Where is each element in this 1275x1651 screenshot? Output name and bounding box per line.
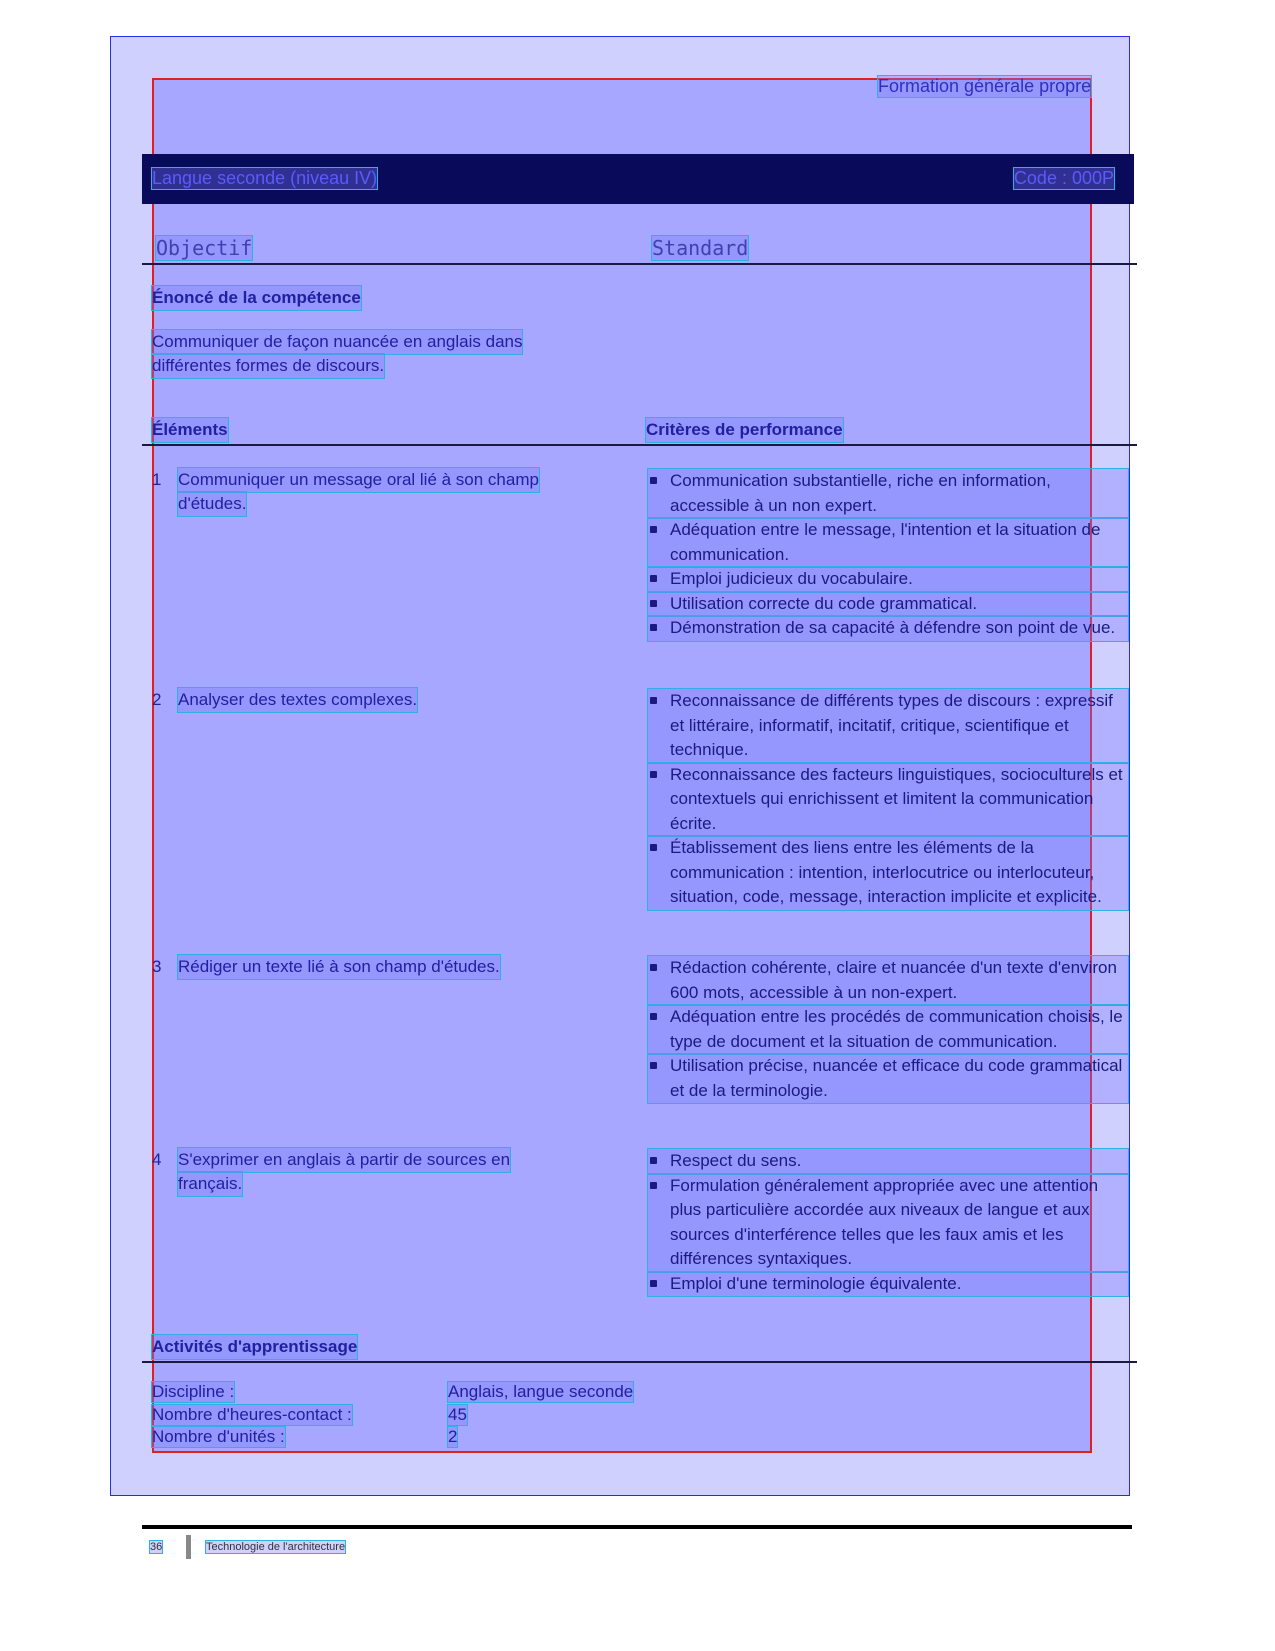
element-text-line1: Rédiger un texte lié à son champ d'études.: [178, 955, 500, 979]
criteria-list: [648, 956, 1128, 1103]
course-banner: [142, 154, 1134, 204]
element-text-line1: Communiquer un message oral lié à son champ: [178, 468, 539, 492]
hours-label: Nombre d'heures-contact :: [152, 1405, 352, 1424]
divider: [142, 444, 1137, 446]
discipline-label: Discipline :: [152, 1382, 235, 1401]
element-number: 4: [152, 1150, 162, 1169]
criterion-item: Emploi d'une terminologie équivalente.: [648, 1272, 1128, 1297]
criterion-item: Rédaction cohérente, claire et nuancée d'un texte d'environ 600 mots, accessible à un non-expert.: [648, 956, 1128, 1005]
criterion-item: Établissement des liens entre les éléments de la communication : intention, interlocutrice ou interlocuteur, situation, code, message, interaction implicite et explicite.: [648, 836, 1128, 910]
hours-value: 45: [448, 1405, 467, 1424]
element-number: 3: [152, 957, 162, 976]
footer-rule: [142, 1525, 1132, 1529]
criterion-item: Adéquation entre le message, l'intention et la situation de communication.: [648, 518, 1128, 567]
element-text-line1: S'exprimer en anglais à partir de sources en: [178, 1148, 510, 1172]
competence-text-line1: Communiquer de façon nuancée en anglais dans: [152, 330, 522, 354]
competence-text-line2: différentes formes de discours.: [152, 354, 384, 378]
criterion-item: Formulation généralement appropriée avec une attention plus particulière accordée aux niveaux de langue et aux sources d'interférence telles que les faux amis et les différences syntaxiques.: [648, 1174, 1128, 1272]
criteria-list: [648, 469, 1128, 641]
element-text-line2: français.: [178, 1172, 242, 1196]
column-header-standard: Standard: [652, 236, 749, 260]
discipline-value: Anglais, langue seconde: [448, 1382, 634, 1401]
criteria-list: [648, 1149, 1128, 1296]
criterion-item: Adéquation entre les procédés de communication choisis, le type de document et la situation de communication.: [648, 1005, 1128, 1054]
criteria-list: [648, 689, 1128, 910]
page-number: 36: [150, 1541, 163, 1553]
section-label: Formation générale propre: [878, 76, 1092, 96]
element-number: 1: [152, 470, 162, 489]
criterion-item: Démonstration de sa capacité à défendre son point de vue.: [648, 616, 1128, 641]
criterion-item: Respect du sens.: [648, 1149, 1128, 1174]
units-label: Nombre d'unités :: [152, 1427, 285, 1446]
course-title: Langue seconde (niveau IV): [152, 168, 378, 188]
criterion-item: Utilisation correcte du code grammatical.: [648, 592, 1128, 617]
activities-heading: Activités d'apprentissage: [152, 1335, 357, 1359]
competence-heading: Énoncé de la compétence: [152, 286, 361, 310]
criterion-item: Communication substantielle, riche en information, accessible à un non expert.: [648, 469, 1128, 518]
elements-header: Éléments: [152, 418, 228, 442]
criterion-item: Reconnaissance de différents types de discours : expressif et littéraire, informatif, incitatif, critique, scientifique et technique.: [648, 689, 1128, 763]
divider: [142, 263, 1137, 265]
divider: [142, 1361, 1137, 1363]
footer-separator: [186, 1535, 191, 1559]
element-text-line1: Analyser des textes complexes.: [178, 688, 417, 712]
column-header-objectif: Objectif: [156, 236, 253, 260]
course-code: Code : 000P: [1013, 168, 1114, 188]
element-number: 2: [152, 690, 162, 709]
units-value: 2: [448, 1427, 458, 1446]
program-name: Technologie de l'architecture: [206, 1541, 346, 1553]
criterion-item: Reconnaissance des facteurs linguistiques, socioculturels et contextuels qui enrichissent et limitent la communication écrite.: [648, 763, 1128, 837]
criterion-item: Emploi judicieux du vocabulaire.: [648, 567, 1128, 592]
criteria-header: Critères de performance: [646, 418, 843, 442]
criterion-item: Utilisation précise, nuancée et efficace du code grammatical et de la terminologie.: [648, 1054, 1128, 1103]
element-text-line2: d'études.: [178, 492, 246, 516]
